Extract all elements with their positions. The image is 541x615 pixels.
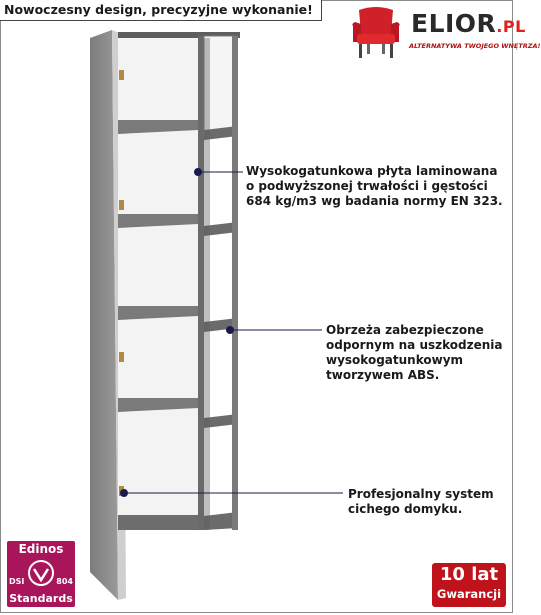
edinos-label: Standards xyxy=(9,592,73,605)
callout-edges xyxy=(326,323,503,383)
logo-name: ELIOR xyxy=(411,9,497,38)
callout-line: Obrzeża zabezpieczone xyxy=(326,323,484,337)
edinos-badge xyxy=(7,541,75,607)
edinos-title: Edinos xyxy=(18,542,64,556)
warranty-label: Gwarancji xyxy=(436,587,502,601)
callout-soft-close xyxy=(348,487,494,517)
edinos-number: 804 xyxy=(56,577,73,586)
callout-line: o podwyższonej trwałości i gęstości xyxy=(246,179,488,193)
slogan-banner: Nowoczesny design, precyzyjne wykonanie! xyxy=(0,0,322,21)
callout-laminate xyxy=(246,164,503,209)
certificate-check-icon xyxy=(27,559,55,587)
edinos-dsi: DSI xyxy=(9,577,25,586)
callout-line: Profesjonalny system xyxy=(348,487,494,501)
callout-line: cichego domyku. xyxy=(348,502,463,516)
logo-suffix: .PL xyxy=(496,17,526,36)
callout-line: odpornym na uszkodzenia xyxy=(326,338,503,352)
warranty-years: 10 lat xyxy=(439,564,499,585)
logo-tagline: ALTERNATYWA TWOJEGO WNĘTRZA! xyxy=(409,42,541,50)
callout-line: wysokogatunkowym xyxy=(326,353,464,367)
callout-line: Wysokogatunkowa płyta laminowana xyxy=(246,164,498,178)
warranty-badge xyxy=(432,563,506,607)
callout-line: tworzywem ABS. xyxy=(326,368,440,382)
callout-line: 684 kg/m3 wg badania normy EN 323. xyxy=(246,194,503,208)
